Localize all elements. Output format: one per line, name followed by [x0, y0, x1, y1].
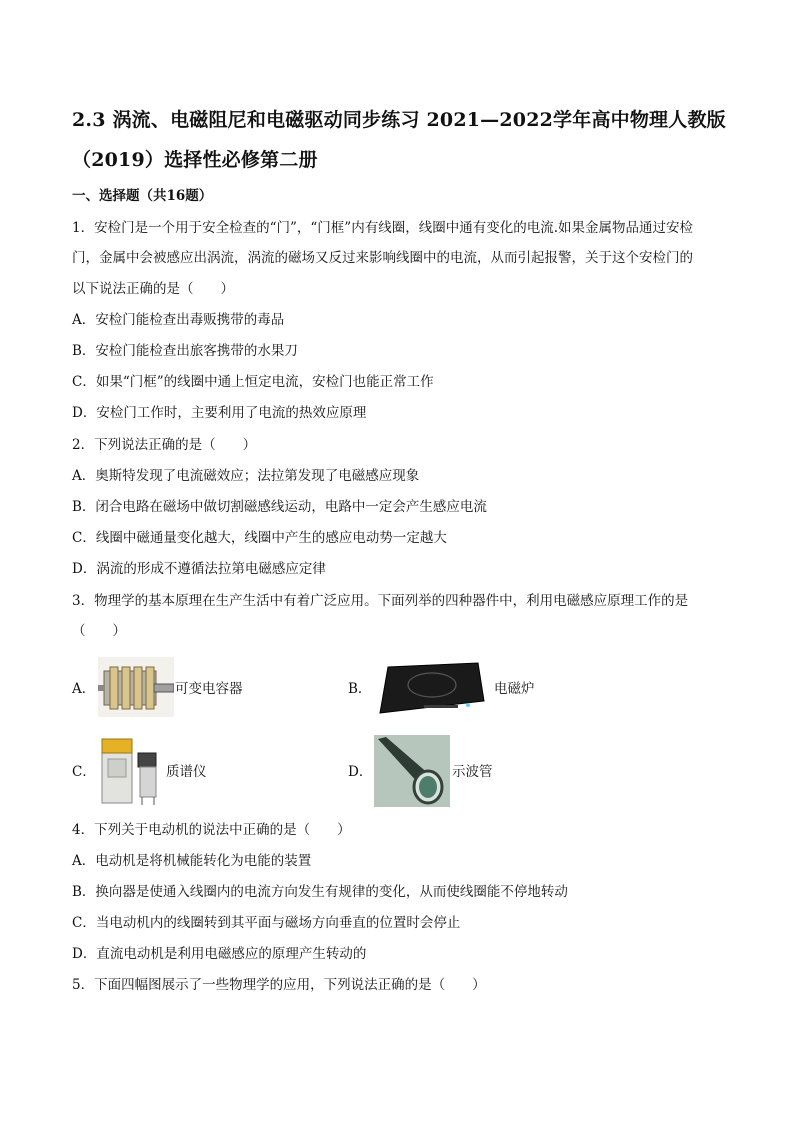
q3-option-a-text: 可变电容器 — [175, 681, 243, 697]
q4-stem: 4．下列关于电动机的说法中正确的是（ ） — [72, 822, 351, 838]
q1-option-b: B．安检门能检查出旅客携带的水果刀 — [72, 343, 298, 359]
q2-option-c: C．线圈中磁通量变化越大，线圈中产生的感应电动势一定越大 — [72, 530, 447, 546]
q1-stem-line3: 以下说法正确的是（ ） — [72, 281, 234, 297]
q3-option-d-text: 示波管 — [452, 764, 493, 780]
q4-option-d: D．直流电动机是利用电磁感应的原理产生转动的 — [72, 946, 367, 962]
q1-option-a: A．安检门能检查出毒贩携带的毒品 — [72, 312, 285, 328]
q1-stem-line1: 1．安检门是一个用于安全检查的“门”，“门框”内有线圈，线圈中通有变化的电流.如果金属物品通过安检 — [72, 220, 693, 236]
q3-option-c-letter: C． — [72, 764, 96, 780]
oscilloscope-tube-image — [374, 735, 450, 807]
q1-option-d: D．安检门工作时，主要利用了电流的热效应原理 — [72, 405, 367, 421]
q3-option-a-letter: A． — [72, 681, 96, 697]
mass-spectrometer-image — [98, 735, 162, 807]
induction-cooker-image — [374, 657, 486, 719]
q3-option-d-letter: D． — [348, 764, 373, 780]
q3-option-c-text: 质谱仪 — [166, 764, 207, 780]
q2-option-b: B．闭合电路在磁场中做切割磁感线运动，电路中一定会产生感应电流 — [72, 499, 487, 515]
q4-option-a: A．电动机是将机械能转化为电能的装置 — [72, 853, 312, 869]
q4-option-c: C．当电动机内的线圈转到其平面与磁场方向垂直的位置时会停止 — [72, 915, 461, 931]
variable-capacitor-image — [98, 657, 174, 717]
q3-option-b-text: 电磁炉 — [494, 681, 535, 697]
q1-option-c: C．如果“门框”的线圈中通上恒定电流，安检门也能正常工作 — [72, 374, 434, 390]
page-title: 2.3 涡流、电磁阻尼和电磁驱动同步练习 2021—2022学年高中物理人教版（2019）选择性必修第二册 — [72, 109, 726, 171]
q2-option-d: D．涡流的形成不遵循法拉第电磁感应定律 — [72, 561, 326, 577]
section-heading: 一、选择题（共16题） — [72, 188, 213, 204]
q3-option-b-letter: B． — [348, 681, 372, 697]
q4-option-b: B．换向器是使通入线圈内的电流方向发生有规律的变化，从而使线圈能不停地转动 — [72, 884, 568, 900]
q2-option-a: A．奥斯特发现了电流磁效应；法拉第发现了电磁感应现象 — [72, 468, 420, 484]
q5-stem: 5．下面四幅图展示了一些物理学的应用，下列说法正确的是（ ） — [72, 977, 486, 993]
q1-stem-line2: 门，金属中会被感应出涡流，涡流的磁场又反过来影响线圈中的电流，从而引起报警，关于这个安检门的 — [72, 250, 693, 266]
q2-stem: 2．下列说法正确的是（ ） — [72, 437, 257, 453]
q3-stem-line1: 3．物理学的基本原理在生产生活中有着广泛应用。下面列举的四种器件中，利用电磁感应原理工作的是 — [72, 593, 689, 609]
q3-stem-line2: （ ） — [72, 623, 126, 639]
